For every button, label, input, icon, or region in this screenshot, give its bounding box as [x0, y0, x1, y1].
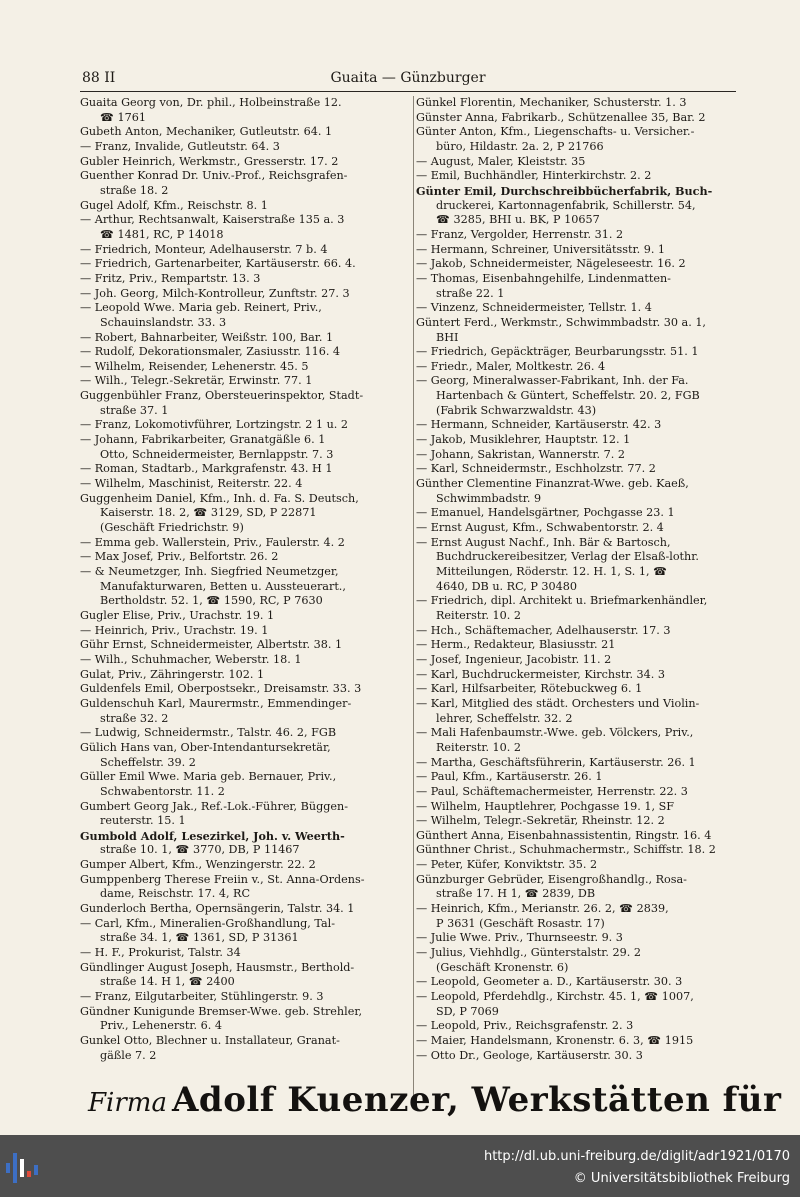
- directory-entry-line: — Karl, Buchdruckermeister, Kirchstr. 34. 3: [416, 667, 666, 681]
- directory-entry-line: Gugel Adolf, Kfm., Reischstr. 8. 1: [80, 198, 268, 212]
- directory-entry-line: Günthert Anna, Eisenbahnassistentin, Ringstr. 16. 4: [416, 828, 712, 842]
- directory-entry-line: Schwimmbadstr. 9: [436, 491, 542, 505]
- directory-entry-line: straße 14. H 1, ☎ 2400: [100, 975, 235, 989]
- directory-entry-line: straße 18. 2: [100, 183, 169, 197]
- directory-entry-line: — Franz, Invalide, Gutleutstr. 64. 3: [80, 139, 280, 153]
- directory-entry-line: (Geschäft Friedrichstr. 9): [100, 521, 244, 535]
- directory-entry-line: — Otto Dr., Geologe, Kartäuserstr. 30. 3: [416, 1048, 643, 1062]
- directory-entry-line: — Heinrich, Priv., Urachstr. 19. 1: [80, 623, 269, 637]
- left-column: [80, 96, 410, 1063]
- directory-entry-line: — Peter, Küfer, Konviktstr. 35. 2: [416, 858, 598, 872]
- directory-entry-line: — Johann, Fabrikarbeiter, Granatgäßle 6. 1: [80, 433, 326, 447]
- directory-entry-line: — Friedr., Maler, Moltkestr. 26. 4: [416, 359, 606, 373]
- directory-entry-line: SD, P 7069: [436, 1004, 499, 1018]
- directory-entry-line: Gündner Kunigunde Bremser-Wwe. geb. Strehler,: [80, 1004, 362, 1018]
- directory-entry-line: — Hch., Schäftemacher, Adelhauserstr. 17. 3: [416, 623, 671, 637]
- directory-entry-line: — Martha, Geschäftsführerin, Kartäuserstr. 26. 1: [416, 755, 696, 769]
- directory-entry-line: Mitteilungen, Röderstr. 12. H. 1, S. 1, ☎: [436, 565, 668, 578]
- directory-entry-line: lehrer, Scheffelstr. 32. 2: [436, 711, 573, 725]
- directory-entry-line: — Julius, Viehhdlg., Günterstalstr. 29. 2: [416, 946, 641, 960]
- directory-entry-line: — Wilhelm, Maschinist, Reiterstr. 22. 4: [80, 477, 303, 491]
- directory-entry-line: Gunderloch Bertha, Opernsängerin, Talstr. 34. 1: [80, 902, 355, 916]
- directory-entry-line: — Ernst August Nachf., Inh. Bär & Bartosch,: [416, 535, 671, 549]
- directory-entry-line: — Robert, Bahnarbeiter, Weißstr. 100, Bar. 1: [80, 330, 334, 344]
- directory-entry-line: — Max Josef, Priv., Belfortstr. 26. 2: [80, 550, 279, 564]
- directory-entry-line: straße 32. 2: [100, 711, 169, 725]
- ub-freiburg-logo-icon: [6, 1149, 42, 1185]
- directory-entry-line: Gubler Heinrich, Werkmstr., Gresserstr. 17. 2: [80, 154, 339, 168]
- directory-entry-line: (Fabrik Schwarzwaldstr. 43): [436, 403, 597, 417]
- directory-entry-line: — Friedrich, Monteur, Adelhauserstr. 7 b. 4: [80, 242, 328, 256]
- directory-entry-line: Gumbold Adolf, Lesezirkel, Joh. v. Weerth-: [80, 828, 345, 843]
- directory-entry-line: straße 17. H 1, ☎ 2839, DB: [436, 887, 596, 901]
- advertisement-text: Adolf Kuenzer, Werkstätten für: [172, 1080, 782, 1120]
- directory-entry-line: — Leopold, Priv., Reichsgrafenstr. 2. 3: [416, 1019, 634, 1033]
- directory-entry-line: — Franz, Eilgutarbeiter, Stühlingerstr. 9. 3: [80, 990, 324, 1004]
- directory-entry-line: — Joh. Georg, Milch-Kontrolleur, Zunftstr. 27. 3: [80, 286, 350, 300]
- directory-entry-line: — Friedrich, Gepäckträger, Beurbarungsstr. 51. 1: [416, 345, 699, 359]
- directory-entry-line: — Friedrich, Gartenarbeiter, Kartäuserstr. 66. 4.: [80, 257, 356, 271]
- directory-entry-line: Manufakturwaren, Betten u. Aussteuerart.,: [100, 579, 346, 593]
- directory-entry-line: Schwabentorstr. 11. 2: [100, 784, 225, 798]
- directory-entry-line: — Wilhelm, Reisender, Lehenerstr. 45. 5: [80, 359, 309, 373]
- directory-entry-line: Otto, Schneidermeister, Bernlappstr. 7. 3: [100, 447, 334, 461]
- right-column: [416, 96, 740, 1063]
- directory-entry-line: BHI: [436, 330, 459, 344]
- directory-entry-line: 4640, DB u. RC, P 30480: [436, 579, 578, 593]
- directory-entry-line: — Mali Hafenbaumstr.-Wwe. geb. Völckers, Priv.,: [416, 726, 694, 740]
- directory-entry-line: — Hermann, Schneider, Kartäuserstr. 42. 3: [416, 418, 662, 432]
- directory-entry-line: straße 37. 1: [100, 403, 169, 417]
- directory-entry-line: ☎ 1481, RC, P 14018: [100, 227, 224, 241]
- directory-entry-line: Günter Anton, Kfm., Liegenschafts- u. Versicher.-: [416, 125, 695, 139]
- directory-entry-line: Buchdruckereibesitzer, Verlag der Elsaß-lothr.: [436, 550, 699, 564]
- directory-entry-line: — Wilhelm, Hauptlehrer, Pochgasse 19. 1, SF: [416, 799, 674, 813]
- directory-entry-line: — Paul, Schäftemachermeister, Herrenstr. 22. 3: [416, 784, 688, 798]
- directory-entry-line: — Karl, Hilfsarbeiter, Rötebuckweg 6. 1: [416, 682, 643, 696]
- directory-entry-line: — Georg, Mineralwasser-Fabrikant, Inh. der Fa.: [416, 374, 689, 388]
- directory-entry-line: — Ludwig, Schneidermstr., Talstr. 46. 2, FGB: [80, 726, 337, 740]
- directory-entry-line: Gülich Hans van, Ober-Intendantursekretär,: [80, 740, 331, 754]
- directory-entry-line: — Herm., Redakteur, Blasiusstr. 21: [416, 638, 616, 652]
- running-title: Guaita — Günzburger: [330, 70, 486, 86]
- directory-entry-line: Bertholdstr. 52. 1, ☎ 1590, RC, P 7630: [100, 594, 323, 608]
- directory-entry-line: — Emanuel, Handelsgärtner, Pochgasse 23. 1: [416, 506, 675, 520]
- advertisement-prefix: Firma: [88, 1088, 167, 1118]
- directory-entry-line: Scheffelstr. 39. 2: [100, 755, 196, 769]
- page-number: 88 II: [82, 70, 116, 86]
- directory-entry-line: — Roman, Stadtarb., Markgrafenstr. 43. H 1: [80, 462, 333, 476]
- directory-entry-line: — Carl, Kfm., Mineralien-Großhandlung, Tal-: [80, 916, 336, 930]
- directory-entry-line: — Hermann, Schreiner, Universitätsstr. 9. 1: [416, 242, 666, 256]
- footer-url[interactable]: http://dl.ub.uni-freiburg.de/diglit/adr1921/0170: [483, 1149, 790, 1164]
- directory-entry-line: — Vinzenz, Schneidermeister, Tellstr. 1. 4: [416, 301, 652, 315]
- directory-entry-line: — Karl, Mitglied des städt. Orchesters und Violin-: [416, 696, 700, 710]
- directory-entry-line: Gühr Ernst, Schneidermeister, Albertstr. 38. 1: [80, 638, 343, 652]
- page-header: [82, 70, 734, 90]
- column-divider: [413, 96, 414, 1096]
- directory-entry-line: — Thomas, Eisenbahngehilfe, Lindenmatten-: [416, 271, 671, 285]
- directory-entry-line: — Johann, Sakristan, Wannerstr. 7. 2: [416, 447, 626, 461]
- directory-entry-line: — Wilh., Schuhmacher, Weberstr. 18. 1: [80, 652, 302, 666]
- header-rule: [80, 91, 736, 92]
- directory-entry-line: — Jakob, Musiklehrer, Hauptstr. 12. 1: [416, 433, 631, 447]
- directory-entry-line: — Leopold Wwe. Maria geb. Reinert, Priv.,: [80, 301, 322, 315]
- directory-entry-line: — Emma geb. Wallerstein, Priv., Faulerstr. 4. 2: [80, 535, 345, 549]
- directory-entry-line: Günkel Florentin, Mechaniker, Schusterstr. 1. 3: [416, 96, 687, 109]
- directory-entry-line: Günthner Christ., Schuhmachermstr., Schiffstr. 18. 2: [416, 843, 716, 857]
- directory-entry-line: Gulat, Priv., Zähringerstr. 102. 1: [80, 667, 265, 681]
- directory-entry-line: (Geschäft Kronenstr. 6): [436, 960, 569, 974]
- directory-entry-line: — Wilh., Telegr.-Sekretär, Erwinstr. 77. 1: [80, 374, 313, 388]
- directory-entry-line: — Wilhelm, Telegr.-Sekretär, Rheinstr. 12. 2: [416, 814, 665, 828]
- directory-entry-line: — Emil, Buchhändler, Hinterkirchstr. 2. 2: [416, 169, 652, 183]
- directory-entry-line: Gumper Albert, Kfm., Wenzingerstr. 22. 2: [80, 858, 316, 872]
- directory-entry-line: Guldenschuh Karl, Maurermstr., Emmendinger-: [80, 696, 352, 710]
- directory-entry-line: straße 10. 1, ☎ 3770, DB, P 11467: [100, 843, 300, 857]
- advertisement-banner: [88, 1080, 782, 1124]
- directory-entry-line: Guggenheim Daniel, Kfm., Inh. d. Fa. S. Deutsch,: [80, 491, 359, 505]
- directory-entry-line: Günter Emil, Durchschreibbücherfabrik, Buch-: [416, 183, 713, 198]
- directory-entry-line: — H. F., Prokurist, Talstr. 34: [80, 946, 241, 960]
- directory-entry-line: straße 22. 1: [436, 286, 505, 300]
- directory-entry-line: — Franz, Vergolder, Herrenstr. 31. 2: [416, 227, 624, 241]
- directory-entry-line: — Karl, Schneidermstr., Eschholzstr. 77. 2: [416, 462, 656, 476]
- directory-entry-line: Guldenfels Emil, Oberpostsekr., Dreisamstr. 33. 3: [80, 682, 362, 696]
- directory-entry-line: Gubeth Anton, Mechaniker, Gutleutstr. 64. 1: [80, 125, 333, 139]
- directory-entry-line: Guggenbühler Franz, Obersteuerinspektor, Stadt-: [80, 389, 364, 403]
- directory-entry-line: Günster Anna, Fabrikarb., Schützenallee 35, Bar. 2: [416, 110, 706, 124]
- directory-entry-line: — Leopold, Pferdehdlg., Kirchstr. 45. 1, ☎ 1007,: [416, 990, 694, 1004]
- directory-entry-line: gäßle 7. 2: [100, 1048, 157, 1062]
- directory-entry-line: — Julie Wwe. Priv., Thurnseestr. 9. 3: [416, 931, 623, 945]
- directory-entry-line: Güller Emil Wwe. Maria geb. Bernauer, Priv.,: [80, 770, 337, 784]
- directory-entry-line: büro, Hildastr. 2a. 2, P 21766: [436, 139, 604, 153]
- directory-entry-line: Gugler Elise, Priv., Urachstr. 19. 1: [80, 608, 275, 622]
- directory-entry-line: straße 34. 1, ☎ 1361, SD, P 31361: [100, 931, 299, 945]
- footer-copyright: © Universitätsbibliothek Freiburg: [573, 1171, 790, 1186]
- directory-entry-line: dame, Reischstr. 17. 4, RC: [100, 887, 251, 901]
- directory-entry-line: Hartenbach & Güntert, Scheffelstr. 20. 2, FGB: [436, 389, 700, 403]
- directory-entry-line: Priv., Lehenerstr. 6. 4: [100, 1019, 222, 1033]
- directory-entry-line: reuterstr. 15. 1: [100, 814, 186, 828]
- directory-entry-line: Günther Clementine Finanzrat-Wwe. geb. Kaeß,: [416, 477, 689, 491]
- directory-entry-line: Gündlinger August Joseph, Hausmstr., Berthold-: [80, 960, 355, 974]
- directory-entry-line: — August, Maler, Kleiststr. 35: [416, 154, 586, 168]
- directory-entry-line: Guaita Georg von, Dr. phil., Holbeinstraße 12.: [80, 96, 342, 109]
- directory-entry-line: — Paul, Kfm., Kartäuserstr. 26. 1: [416, 770, 603, 784]
- directory-entry-line: — Jakob, Schneidermeister, Nägeleseestr. 16. 2: [416, 257, 686, 271]
- directory-entry-line: — Maier, Handelsmann, Kronenstr. 6. 3, ☎ 1915: [416, 1034, 694, 1047]
- directory-entry-line: — Franz, Lokomotivführer, Lortzingstr. 2 1 u. 2: [80, 418, 349, 432]
- directory-entry-line: — Rudolf, Dekorationsmaler, Zasiusstr. 116. 4: [80, 345, 341, 359]
- directory-entry-line: — Fritz, Priv., Rempartstr. 13. 3: [80, 271, 261, 285]
- directory-entry-line: Schauinslandstr. 33. 3: [100, 315, 227, 329]
- directory-entry-line: Gunkel Otto, Blechner u. Installateur, Granat-: [80, 1034, 340, 1047]
- directory-entry-line: ☎ 1761: [100, 110, 146, 124]
- directory-entry-line: — Arthur, Rechtsanwalt, Kaiserstraße 135 a. 3: [80, 213, 345, 227]
- directory-entry-line: — Heinrich, Kfm., Merianstr. 26. 2, ☎ 2839,: [416, 902, 669, 916]
- directory-entry-line: Gumppenberg Therese Freiin v., St. Anna-Ordens-: [80, 872, 365, 886]
- directory-entry-line: Guenther Konrad Dr. Univ.-Prof., Reichsgrafen-: [80, 169, 348, 183]
- viewer-footer: [0, 1135, 800, 1197]
- directory-entry-line: Kaiserstr. 18. 2, ☎ 3129, SD, P 22871: [100, 506, 317, 520]
- directory-entry-line: — Ernst August, Kfm., Schwabentorstr. 2. 4: [416, 521, 664, 535]
- directory-entry-line: — Leopold, Geometer a. D., Kartäuserstr. 30. 3: [416, 975, 683, 989]
- directory-entry-line: Gumbert Georg Jak., Ref.-Lok.-Führer, Büggen-: [80, 799, 349, 813]
- directory-entry-line: Güntert Ferd., Werkmstr., Schwimmbadstr. 30 a. 1,: [416, 315, 706, 329]
- directory-entry-line: Reiterstr. 10. 2: [436, 740, 522, 754]
- directory-entry-line: druckerei, Kartonnagenfabrik, Schillerstr. 54,: [436, 198, 696, 212]
- directory-entry-line: — Friedrich, dipl. Architekt u. Briefmarkenhändler,: [416, 594, 708, 608]
- directory-entry-line: Günzburger Gebrüder, Eisengroßhandlg., Rosa-: [416, 872, 687, 886]
- directory-entry-line: ☎ 3285, BHI u. BK, P 10657: [436, 213, 600, 227]
- directory-entry-line: P 3631 (Geschäft Rosastr. 17): [436, 916, 605, 930]
- directory-entry-line: — & Neumetzger, Inh. Siegfried Neumetzger,: [80, 565, 339, 578]
- directory-entry-line: Reiterstr. 10. 2: [436, 608, 522, 622]
- directory-entry-line: — Josef, Ingenieur, Jacobistr. 11. 2: [416, 652, 612, 666]
